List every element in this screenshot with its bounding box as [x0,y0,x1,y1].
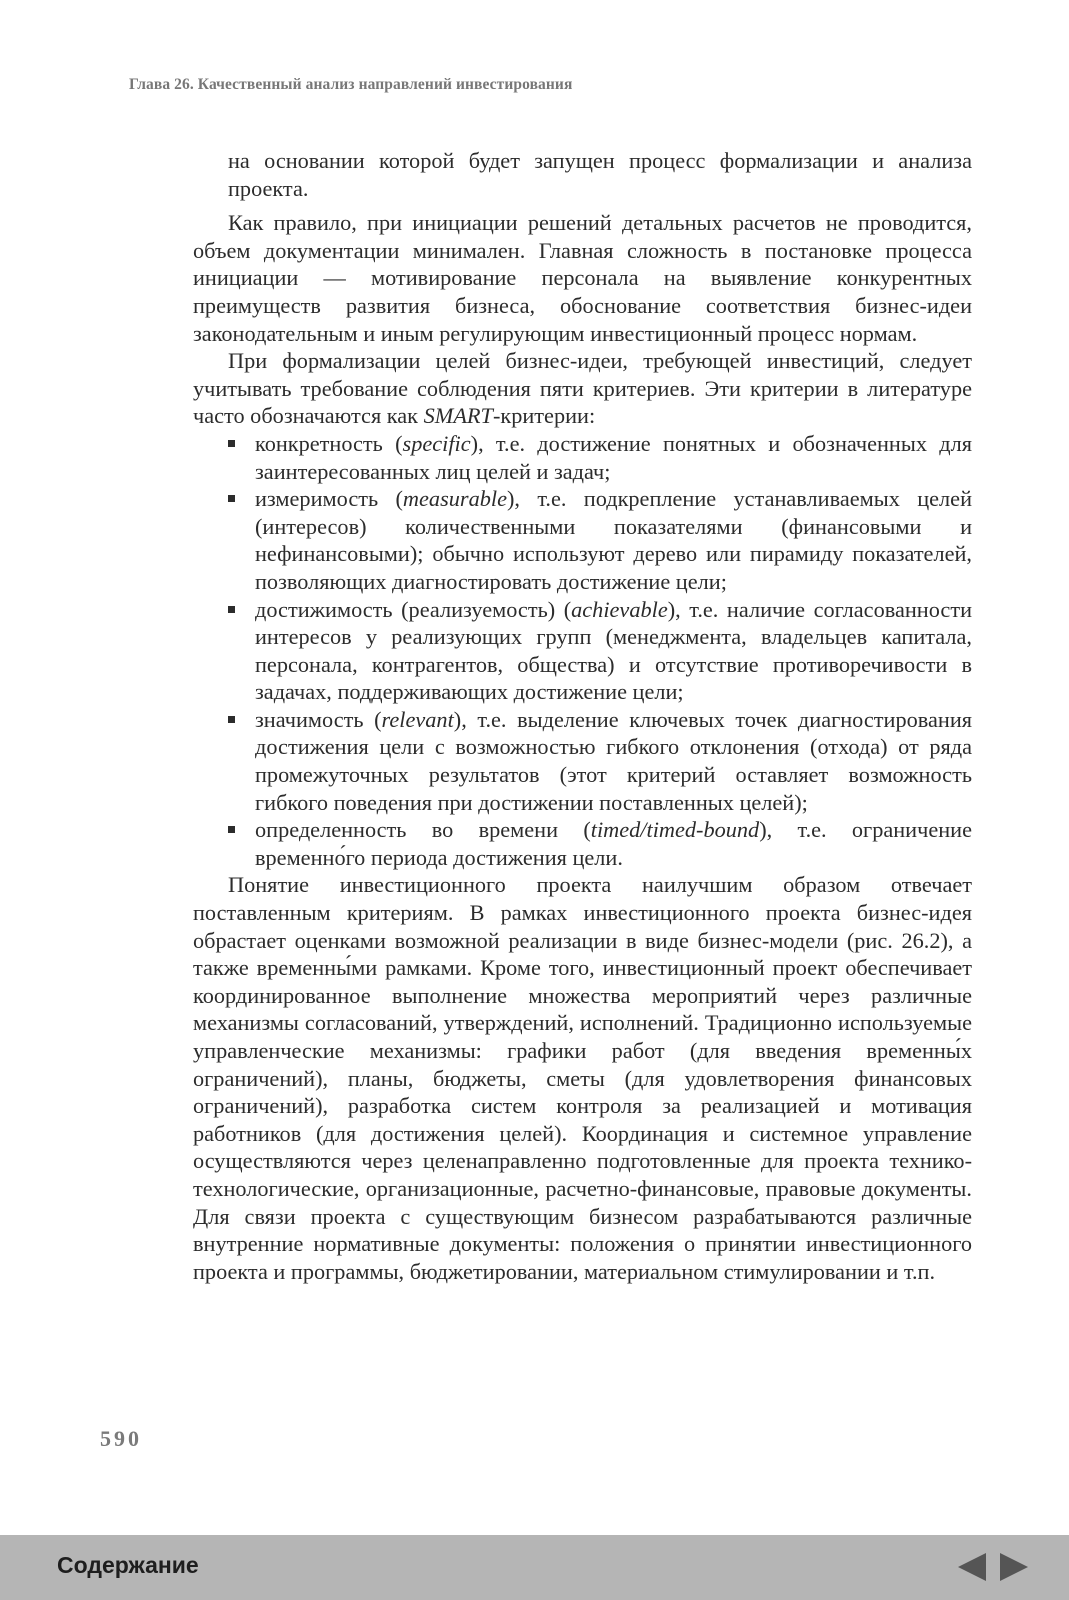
smart-criteria-list [228,430,972,872]
criterion-term: achievable [571,596,668,622]
page-number: 590 [100,1426,142,1451]
smart-intro-text: При формализации целей бизнес-идеи, требующей инвестиций, следует учитывать требование соблюдения пяти критериев. Эти критерии в литературе часто обозначаются как [193,348,972,429]
page-navigation [955,1550,1031,1584]
footer-navigation-bar [0,1535,1069,1600]
list-item: значимость (relevant), т.е. выделение ключевых точек диагностирования достижения цели с возможностью гибкого отклонения (отхода) от ряда промежуточных результатов (этот критерий оставляет возможность гибкого поведения при достижении поставленных целей); [228,706,972,816]
paragraph-smart-intro [193,347,972,430]
criterion-term: timed/timed-bound [590,817,760,843]
criterion-term: specific [402,430,471,456]
list-item: конкретность (specific), т.е. достижение понятных и обозначенных для заинтересованных лиц целей и задач; [228,430,972,485]
body-text [193,147,972,1285]
paragraph-continuation: на основании которой будет запущен процесс формализации и анализа проекта. [228,148,972,201]
criterion-term: measurable [402,486,507,512]
smart-intro-suffix: -критерии: [492,403,596,429]
paragraph-initiation: Как правило, при инициации решений детальных расчетов не проводится, объем документации минимален. Главная сложность в постановке процесса инициации — мотивирование персонала на выявление конкурентных преимуществ развития бизнеса, обоснование соответствия бизнес-идеи законодательным и иным регулирующим инвестиционный процесс нормам. [193,210,972,346]
list-item: измеримость (measurable), т.е. подкрепление устанавливаемых целей (интересов) количественными показателями (финансовыми и нефинансовыми); обычно используют дерево или пирамиду показателей, позволяющих диагностировать достижение цели; [228,485,972,595]
running-header: Глава 26. Качественный анализ направлений инвестирования [129,76,573,93]
paragraph-investment-project: Понятие инвестиционного проекта наилучшим образом отвечает поставленным критериям. В рамках инвестиционного проекта бизнес-идея обрастает оценками возможной реализации в виде бизнес-модели (рис. 26.2), а также временны́ми рамками. Кроме того, инвестиционный проект обеспечивает координированное выполнение множества мероприятий через различные механизмы согласований, утверждений, исполнений. Традиционно используемые управленческие механизмы: графики работ (для введения временны́х ограничений), планы, бюджеты, сметы (для удовлетворения финансовых ограничений), разработка систем контроля за реализацией и мотивация работников (для достижения целей). Координация и системное управление осуществляются через целенаправленно подготовленные для проекта технико-технологические, организационные, расчетно-финансовые, правовые документы. Для связи проекта с существующим бизнесом разрабатываются различные внутренние нормативные документы: положения о принятии инвестиционного проекта и программы, бюджетировании, материальном стимулировании и т.п. [193,872,972,1284]
next-page-icon[interactable] [997,1550,1031,1584]
list-item: достижимость (реализуемость) (achievable), т.е. наличие согласованности интересов у реализующих групп (менеджмента, владельцев капитала, персонала, контрагентов, общества) и отсутствие противоречивости в задачах, поддерживающих достижение цели; [228,596,972,706]
criterion-term: relevant [381,706,454,732]
list-item: определенность во времени (timed/timed-bound), т.е. ограничение временно́го периода достижения цели. [228,816,972,871]
previous-page-icon[interactable] [955,1550,989,1584]
contents-link[interactable]: Содержание [57,1552,199,1578]
smart-term: SMART [423,403,493,429]
